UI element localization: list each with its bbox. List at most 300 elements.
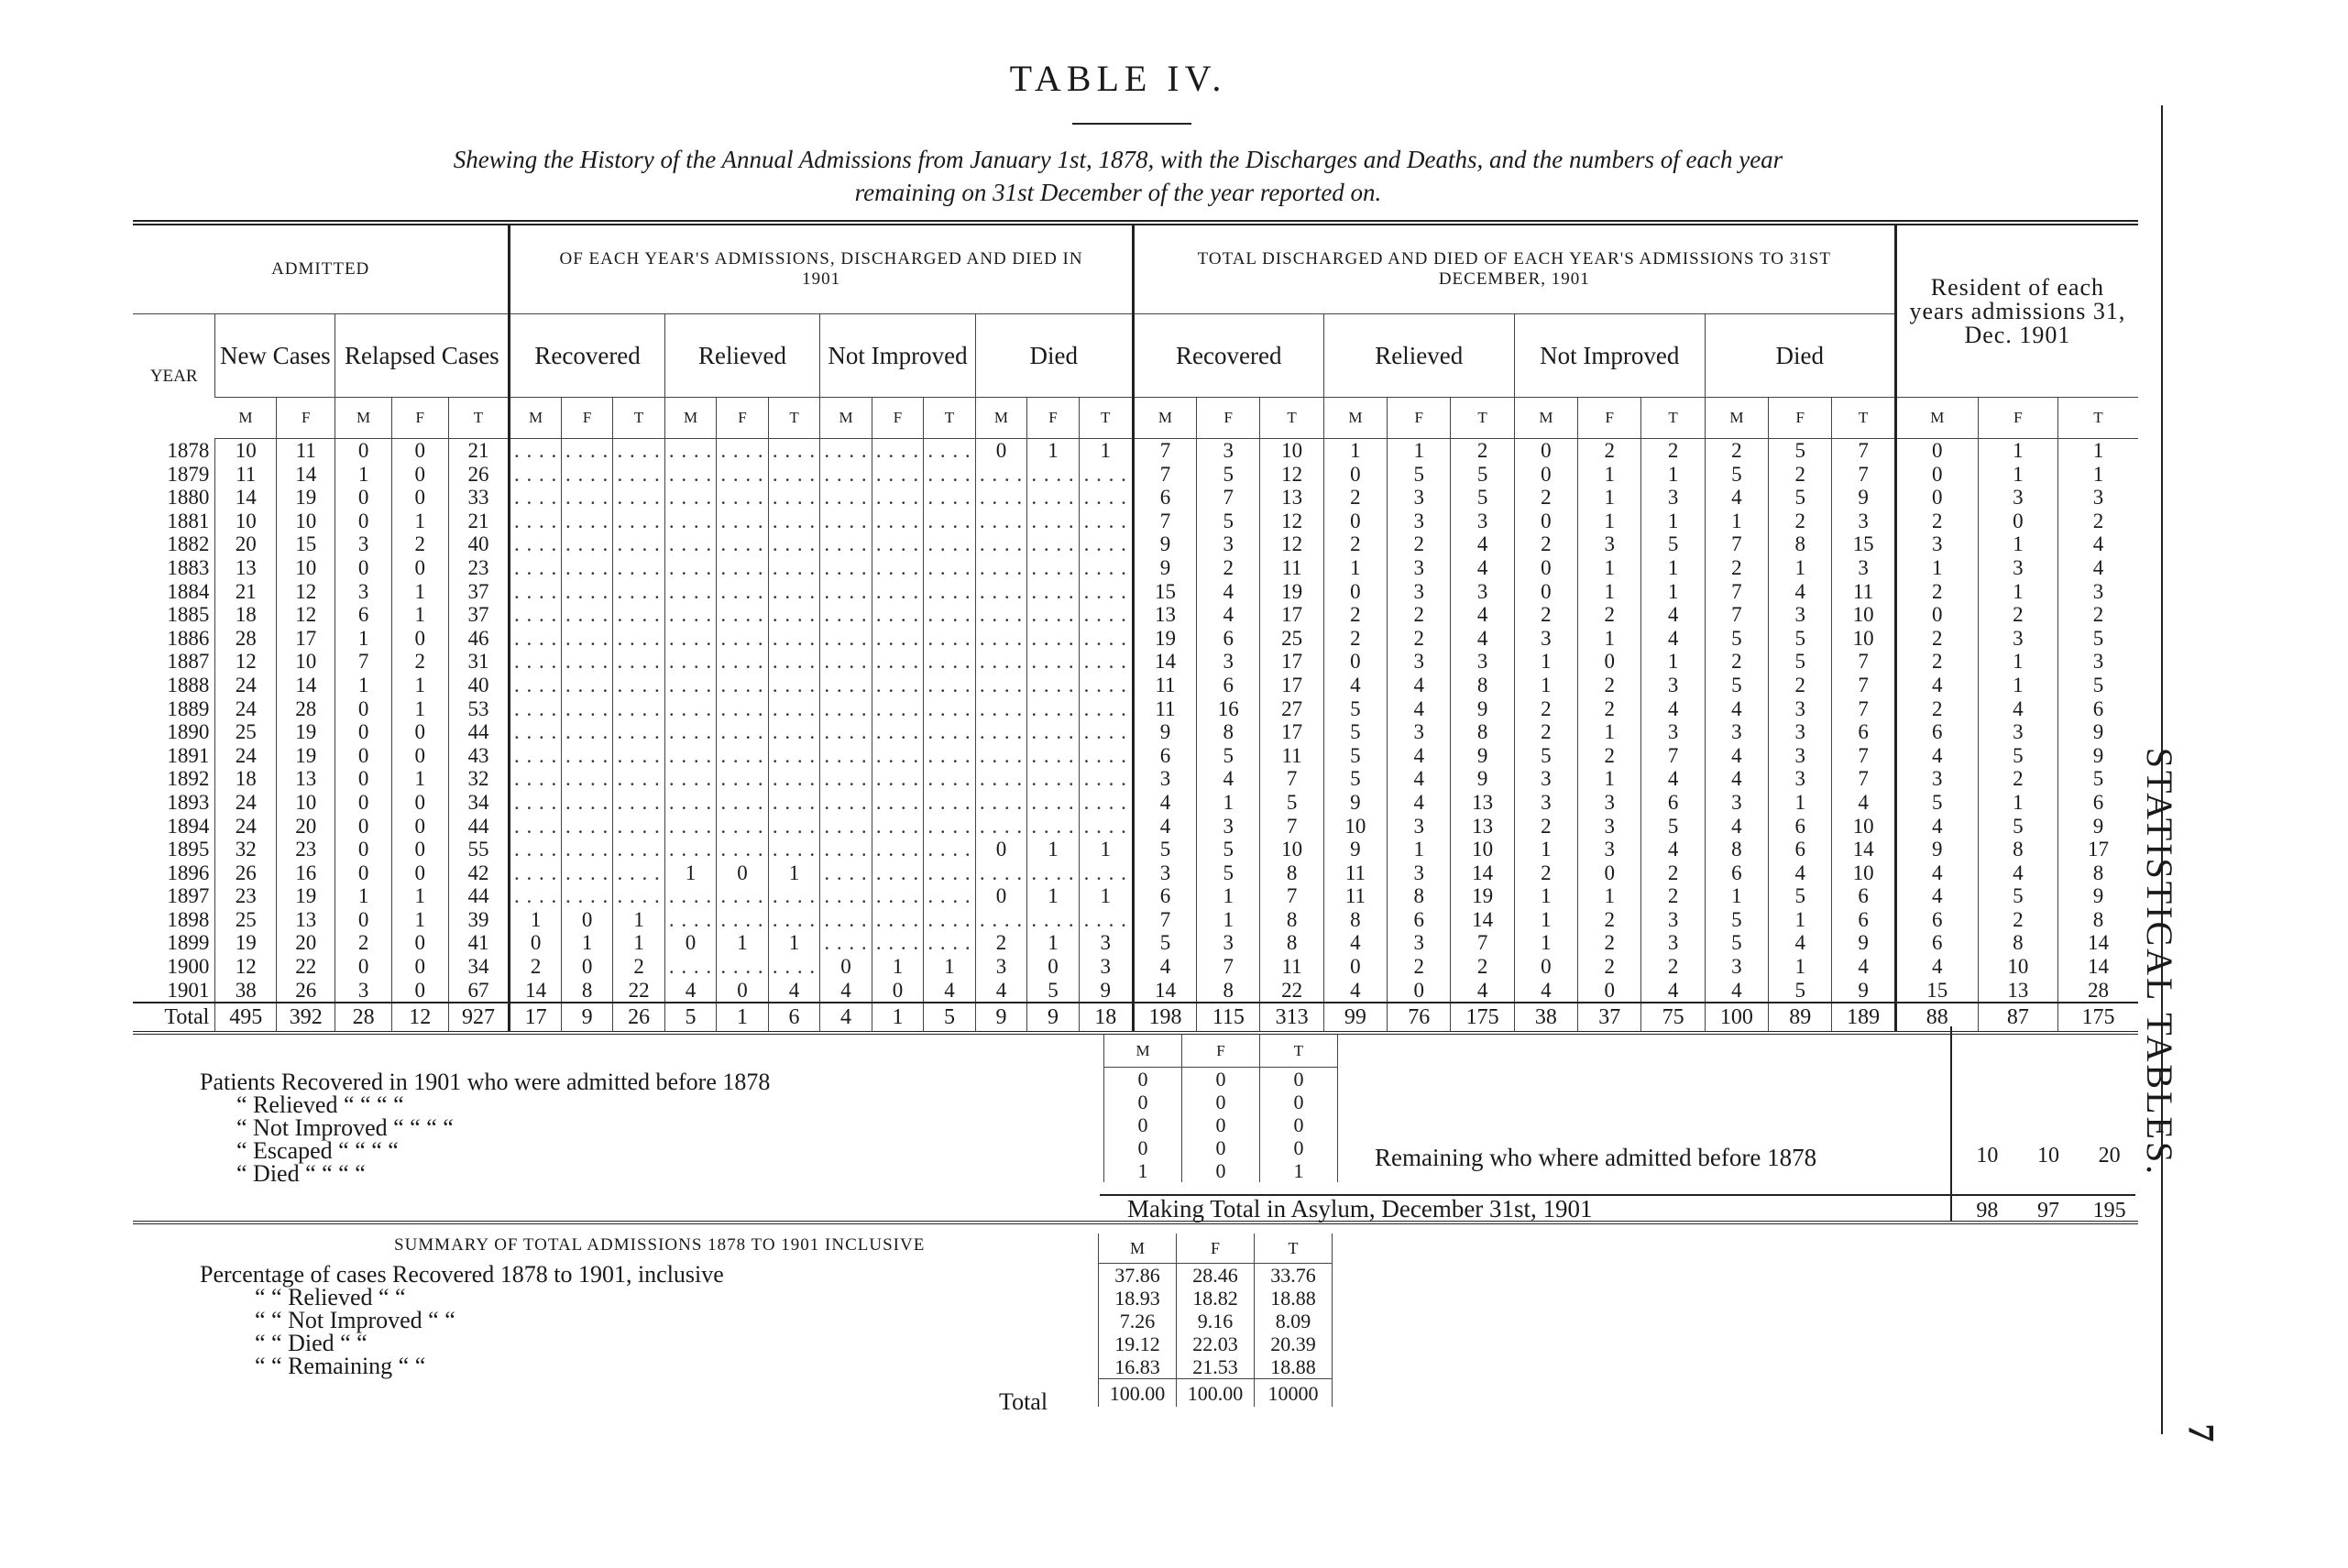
table-cell: . . . .: [924, 720, 975, 744]
table-cell: . . . .: [664, 650, 716, 674]
subheader-f: F: [872, 398, 923, 439]
table-cell: 4: [1895, 955, 1978, 979]
table-cell: 1: [391, 767, 448, 791]
header-recovered-total: Recovered: [1133, 314, 1323, 398]
table-cell: . . . .: [924, 510, 975, 533]
table-cell: 3: [1641, 931, 1705, 955]
table-cell: . . . .: [561, 627, 612, 651]
table-cell: . . . .: [561, 697, 612, 721]
table-cell: 23: [448, 556, 510, 580]
table-cell: 0: [335, 815, 392, 839]
table-cell: . . . .: [1027, 556, 1079, 580]
table-cell: 4: [1451, 627, 1514, 651]
table-cell: . . . .: [1079, 697, 1133, 721]
table-row: [133, 720, 2138, 744]
table-cell: 0: [872, 979, 923, 1003]
table-cell: 4: [1978, 697, 2057, 721]
table-cell: . . . .: [975, 791, 1026, 815]
table-cell: 4: [975, 979, 1026, 1003]
table-cell: . . . .: [1027, 720, 1079, 744]
before-1878-cell: 0: [1104, 1068, 1182, 1091]
table-cell: . . . .: [1079, 815, 1133, 839]
summary-cell: 18.93: [1099, 1287, 1177, 1310]
table-cell: 4: [1451, 532, 1514, 556]
table-cell: 12: [1260, 463, 1323, 487]
table-cell: . . . .: [717, 697, 768, 721]
table-cell: 0: [335, 556, 392, 580]
header-row-groups: [133, 223, 2138, 314]
table-cell: 7: [1260, 884, 1323, 908]
table-cell: 0: [391, 556, 448, 580]
table-cell: 46: [448, 627, 510, 651]
table-cell: 10: [277, 556, 335, 580]
table-cell: 4: [2057, 532, 2138, 556]
table-cell: 1: [335, 674, 392, 697]
table-cell: 3: [1388, 861, 1451, 885]
table-cell: 13: [215, 556, 277, 580]
table-cell: 19: [277, 744, 335, 768]
table-cell: 22: [277, 955, 335, 979]
table-cell: 1: [1323, 556, 1387, 580]
table-cell: 16: [1197, 697, 1260, 721]
table-cell: 3: [1769, 720, 1832, 744]
table-cell: 4: [1451, 603, 1514, 627]
table-cell: 0: [1578, 650, 1641, 674]
table-cell: . . . .: [561, 720, 612, 744]
table-cell: 0: [1388, 979, 1451, 1003]
table-cell: 9: [1079, 979, 1133, 1003]
subheader-t: T: [1641, 398, 1705, 439]
table-cell: 7: [1133, 439, 1196, 463]
summary-row: [1099, 1332, 1333, 1355]
table-cell: 5: [2057, 767, 2138, 791]
table-cell: 4: [1641, 838, 1705, 861]
table-cell: . . . .: [717, 908, 768, 932]
subheader-t: T: [613, 398, 664, 439]
table-cell: 2: [391, 650, 448, 674]
table-cell: . . . .: [561, 861, 612, 885]
table-cell: . . . .: [1027, 650, 1079, 674]
header-recovered-1901: Recovered: [510, 314, 664, 398]
table-cell: 28: [277, 697, 335, 721]
summary-row: [1099, 1355, 1333, 1379]
table-cell: 31: [448, 650, 510, 674]
table-cell: . . . .: [768, 580, 819, 604]
table-cell: . . . .: [717, 744, 768, 768]
table-cell: . . . .: [768, 744, 819, 768]
table-cell: 1: [1769, 556, 1832, 580]
table-cell: . . . .: [510, 791, 561, 815]
subheader-t: T: [1260, 398, 1323, 439]
table-cell: . . . .: [510, 815, 561, 839]
table-cell: 1: [1027, 838, 1079, 861]
table-cell: 20: [215, 532, 277, 556]
table-cell: 2: [1895, 510, 1978, 533]
table-cell: 7: [1451, 931, 1514, 955]
table-cell: . . . .: [613, 463, 664, 487]
table-cell: . . . .: [561, 532, 612, 556]
header-died-total: Died: [1705, 314, 1895, 398]
table-cell: 5: [1978, 744, 2057, 768]
table-cell: 0: [391, 627, 448, 651]
table-cell: . . . .: [664, 908, 716, 932]
table-cell: . . . .: [1027, 697, 1079, 721]
summary-row: [1099, 1264, 1333, 1288]
table-cell: . . . .: [1079, 861, 1133, 885]
table-cell: 0: [1895, 603, 1978, 627]
year-cell: 1897: [167, 884, 210, 908]
table-row: [133, 650, 2138, 674]
page-title: TABLE IV.: [1009, 58, 1227, 99]
table-cell: 5: [1895, 791, 1978, 815]
table-cell: 3: [1133, 767, 1196, 791]
summary-cell: 18.82: [1177, 1287, 1255, 1310]
table-cell: 3: [1641, 908, 1705, 932]
table-cell: 0: [391, 955, 448, 979]
table-cell: 14: [215, 486, 277, 510]
table-cell: 0: [1514, 510, 1577, 533]
table-row: [133, 908, 2138, 932]
table-cell: . . . .: [664, 697, 716, 721]
admissions-history-table: [133, 220, 2138, 1035]
table-cell: 5: [1197, 861, 1260, 885]
table-cell: . . . .: [975, 861, 1026, 885]
table-cell: . . . .: [664, 532, 716, 556]
table-cell: . . . .: [664, 767, 716, 791]
table-cell: . . . .: [768, 908, 819, 932]
table-cell: 3: [1388, 580, 1451, 604]
table-cell: 8: [1451, 720, 1514, 744]
table-cell: 9: [1832, 979, 1895, 1003]
subheader-m: M: [1705, 398, 1768, 439]
table-cell: . . . .: [872, 744, 923, 768]
table-cell: 38: [215, 979, 277, 1003]
table-cell: . . . .: [613, 791, 664, 815]
table-cell: 8: [1197, 979, 1260, 1003]
subheader-m: M: [820, 398, 872, 439]
year-cell: 1878: [167, 438, 210, 462]
table-cell: 21: [448, 439, 510, 463]
table-cell: 2: [1514, 861, 1577, 885]
table-cell: . . . .: [924, 838, 975, 861]
table-cell: 4: [1388, 791, 1451, 815]
table-cell: 32: [448, 767, 510, 791]
table-cell: . . . .: [613, 720, 664, 744]
table-cell: 100: [1705, 1003, 1768, 1033]
table-cell: 15: [1832, 532, 1895, 556]
header-row-categories: [133, 314, 2138, 398]
table-cell: . . . .: [664, 627, 716, 651]
table-cell: . . . .: [717, 627, 768, 651]
table-cell: 4: [1641, 697, 1705, 721]
table-cell: . . . .: [872, 908, 923, 932]
table-cell: 44: [448, 720, 510, 744]
table-cell: 1: [1514, 650, 1577, 674]
table-cell: 1: [664, 861, 716, 885]
table-cell: 14: [2057, 955, 2138, 979]
table-cell: 5: [1197, 510, 1260, 533]
table-cell: 19: [1133, 627, 1196, 651]
table-cell: 4: [1895, 674, 1978, 697]
table-cell: . . . .: [561, 556, 612, 580]
table-cell: 4: [1451, 979, 1514, 1003]
table-cell: . . . .: [510, 767, 561, 791]
table-cell: . . . .: [820, 556, 872, 580]
table-cell: . . . .: [768, 603, 819, 627]
table-cell: 13: [1978, 979, 2057, 1003]
table-cell: . . . .: [1079, 532, 1133, 556]
summary-label: “ “ Not Improved “ “: [255, 1307, 455, 1333]
table-cell: 19: [277, 486, 335, 510]
before-1878-cell: 0: [1182, 1091, 1260, 1113]
table-cell: 38: [1514, 1003, 1577, 1033]
table-cell: 0: [1895, 486, 1978, 510]
table-cell: . . . .: [664, 603, 716, 627]
table-cell: . . . .: [561, 838, 612, 861]
table-body: [133, 439, 2138, 1034]
table-cell: 4: [1133, 815, 1196, 839]
table-cell: . . . .: [561, 650, 612, 674]
before-1878-labels: [200, 1070, 1208, 1185]
before-1878-header-cell: F: [1182, 1034, 1260, 1068]
table-cell: . . . .: [872, 791, 923, 815]
table-cell: . . . .: [561, 603, 612, 627]
table-cell: . . . .: [820, 931, 872, 955]
table-cell: . . . .: [1027, 815, 1079, 839]
table-cell: 3: [1769, 697, 1832, 721]
table-cell: 6: [1133, 884, 1196, 908]
table-cell: . . . .: [510, 744, 561, 768]
table-cell: . . . .: [561, 767, 612, 791]
table-cell: 14: [2057, 931, 2138, 955]
table-cell: . . . .: [717, 439, 768, 463]
table-cell: . . . .: [820, 627, 872, 651]
table-cell: 0: [335, 744, 392, 768]
table-cell: 6: [1769, 838, 1832, 861]
table-cell: 5: [1769, 439, 1832, 463]
table-cell: . . . .: [975, 908, 1026, 932]
table-cell: . . . .: [768, 767, 819, 791]
table-cell: 4: [1388, 744, 1451, 768]
table-cell: 15: [277, 532, 335, 556]
table-cell: 2: [1895, 627, 1978, 651]
table-cell: 24: [215, 791, 277, 815]
table-cell: 11: [1323, 884, 1387, 908]
table-cell: . . . .: [664, 815, 716, 839]
table-cell: 0: [975, 439, 1026, 463]
table-cell: 7: [1133, 510, 1196, 533]
table-cell: 10: [1260, 439, 1323, 463]
table-cell: 1: [1705, 510, 1768, 533]
table-cell: 5: [1197, 744, 1260, 768]
table-cell: 20: [277, 931, 335, 955]
table-cell: 22: [613, 979, 664, 1003]
table-cell: 7: [1260, 815, 1323, 839]
table-cell: . . . .: [975, 767, 1026, 791]
table-cell: 0: [1323, 510, 1387, 533]
table-cell: . . . .: [1027, 580, 1079, 604]
subheader-t: T: [1451, 398, 1514, 439]
table-cell: 8: [2057, 861, 2138, 885]
table-cell: . . . .: [768, 674, 819, 697]
table-cell: 10: [1260, 838, 1323, 861]
table-cell: . . . .: [664, 486, 716, 510]
table-cell: 7: [1641, 744, 1705, 768]
table-cell: . . . .: [820, 439, 872, 463]
year-cell: 1889: [167, 696, 210, 720]
table-cell: 0: [1514, 556, 1577, 580]
table-cell: 1: [1323, 439, 1387, 463]
table-cell: 21: [215, 580, 277, 604]
table-cell: 2: [1641, 955, 1705, 979]
table-cell: 27: [1260, 697, 1323, 721]
table-cell: 88: [1895, 1003, 1978, 1033]
table-cell: 1: [1978, 580, 2057, 604]
table-cell: 11: [1832, 580, 1895, 604]
table-cell: 1: [1578, 486, 1641, 510]
table-cell: . . . .: [1079, 580, 1133, 604]
table-cell: . . . .: [717, 650, 768, 674]
table-cell: 2: [1705, 650, 1768, 674]
table-cell: 4: [1978, 861, 2057, 885]
table-cell: 0: [335, 510, 392, 533]
summary-cell: 8.09: [1255, 1310, 1333, 1332]
subheader-f: F: [1769, 398, 1832, 439]
table-cell: 5: [1323, 744, 1387, 768]
table-cell: 6: [1832, 908, 1895, 932]
table-cell: 0: [335, 791, 392, 815]
table-cell: 7: [1832, 674, 1895, 697]
table-cell: 3: [1895, 532, 1978, 556]
table-cell: 17: [1260, 603, 1323, 627]
table-cell: . . . .: [975, 486, 1026, 510]
table-cell: 3: [335, 532, 392, 556]
table-cell: 12: [215, 650, 277, 674]
table-cell: 9: [2057, 815, 2138, 839]
table-cell: 3: [1978, 627, 2057, 651]
table-cell: 4: [1641, 767, 1705, 791]
header-resident: Resident of each years admissions 31, Dec. 1901: [1895, 223, 2138, 398]
table-row: [133, 556, 2138, 580]
table-cell: 33: [448, 486, 510, 510]
table-cell: . . . .: [924, 931, 975, 955]
table-cell: 7: [1832, 744, 1895, 768]
table-cell: 0: [1895, 439, 1978, 463]
table-cell: 89: [1769, 1003, 1832, 1033]
table-cell: 3: [1578, 838, 1641, 861]
table-cell: . . . .: [510, 439, 561, 463]
table-cell: 9: [1133, 532, 1196, 556]
table-cell: 5: [1388, 463, 1451, 487]
table-cell: 9: [2057, 720, 2138, 744]
table-cell: 0: [391, 861, 448, 885]
table-cell: 5: [1705, 931, 1768, 955]
summary-header-cell: F: [1177, 1234, 1255, 1264]
table-cell: 6: [1388, 908, 1451, 932]
table-cell: 5: [1769, 486, 1832, 510]
table-cell: 26: [215, 861, 277, 885]
before-1878-cell: 0: [1260, 1068, 1338, 1091]
table-cell: 23: [215, 884, 277, 908]
table-cell: 2: [1514, 815, 1577, 839]
table-cell: 1: [1079, 439, 1133, 463]
table-cell: 3: [1578, 791, 1641, 815]
table-cell: 76: [1388, 1003, 1451, 1033]
header-relieved-total: Relieved: [1323, 314, 1514, 398]
table-row: [133, 580, 2138, 604]
summary-cell: 19.12: [1099, 1332, 1177, 1355]
table-cell: 115: [1197, 1003, 1260, 1033]
table-cell: 8: [2057, 908, 2138, 932]
subheader-m: M: [1514, 398, 1577, 439]
table-cell: 5: [1978, 815, 2057, 839]
table-cell: . . . .: [924, 884, 975, 908]
table-cell: 14: [510, 979, 561, 1003]
table-cell: . . . .: [975, 510, 1026, 533]
table-cell: 0: [335, 838, 392, 861]
subheader-m: M: [335, 398, 392, 439]
table-cell: 3: [1895, 767, 1978, 791]
table-row: [133, 791, 2138, 815]
table-cell: . . . .: [717, 556, 768, 580]
table-cell: 7: [1705, 580, 1768, 604]
before-1878-label: “ Not Improved “ “ “ “: [236, 1114, 454, 1141]
table-cell: . . . .: [924, 791, 975, 815]
table-cell: 2: [335, 931, 392, 955]
table-cell: 0: [1323, 955, 1387, 979]
summary-cell: 18.88: [1255, 1355, 1333, 1379]
table-cell: . . . .: [1079, 674, 1133, 697]
table-cell: 19: [1260, 580, 1323, 604]
table-cell: 8: [1388, 884, 1451, 908]
year-cell: 1879: [167, 462, 210, 486]
table-cell: . . . .: [820, 720, 872, 744]
table-cell: 10: [277, 791, 335, 815]
table-cell: 44: [448, 815, 510, 839]
table-cell: 5: [1260, 791, 1323, 815]
table-cell: 6: [2057, 697, 2138, 721]
side-running-head: STATISTICAL TABLES.: [2139, 747, 2180, 1178]
table-cell: 2: [1705, 556, 1768, 580]
table-cell: 3: [1388, 815, 1451, 839]
table-cell: 25: [215, 908, 277, 932]
table-row: [133, 931, 2138, 955]
table-cell: 18: [215, 767, 277, 791]
table-cell: 3: [1769, 744, 1832, 768]
table-cell: 1: [335, 627, 392, 651]
table-cell: . . . .: [717, 463, 768, 487]
before-1878-cell: 0: [1104, 1091, 1182, 1113]
table-cell: 0: [820, 955, 872, 979]
table-cell: 6: [1769, 815, 1832, 839]
table-cell: . . . .: [872, 486, 923, 510]
table-cell: 1: [391, 884, 448, 908]
subheader-m: M: [1133, 398, 1196, 439]
before-1878-row: [1104, 1159, 1338, 1182]
table-cell: 3: [1388, 650, 1451, 674]
table-cell: . . . .: [613, 510, 664, 533]
table-cell: . . . .: [717, 815, 768, 839]
table-cell: . . . .: [924, 674, 975, 697]
table-cell: 6: [1832, 884, 1895, 908]
table-cell: 3: [1451, 650, 1514, 674]
table-cell: 3: [1079, 931, 1133, 955]
table-cell: 1: [1705, 884, 1768, 908]
table-cell: 6: [1133, 744, 1196, 768]
subheader-t: T: [924, 398, 975, 439]
table-cell: 4: [1705, 767, 1768, 791]
table-cell: 5: [664, 1003, 716, 1033]
